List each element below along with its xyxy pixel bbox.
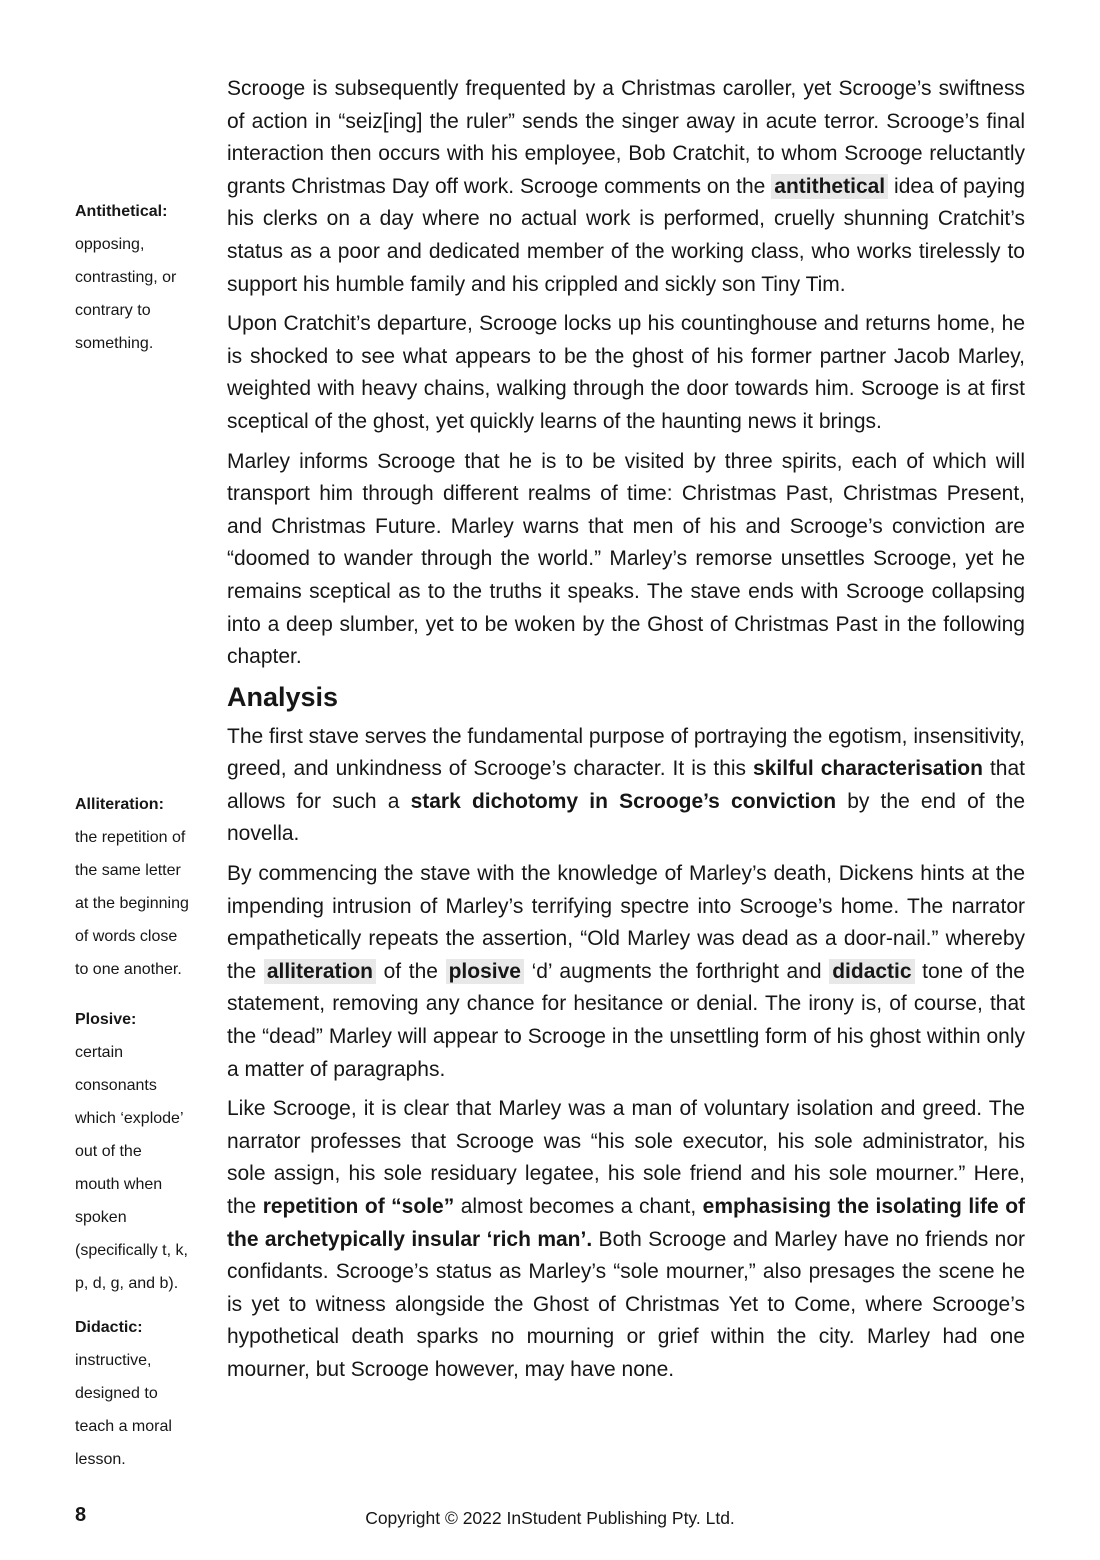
- body-text: that allows for such a: [227, 757, 1025, 813]
- body-text: almost becomes a chant,: [454, 1195, 703, 1218]
- glossary-definition-line: to one another.: [75, 961, 182, 978]
- glossary-term: Didactic:: [75, 1319, 143, 1336]
- body-text: idea of paying his clerks on a day where no actual work is performed, cruelly shunning Cratchit’s status as a poor and dedicated member of the working class, who works tirelessly to support his humble family and his crippled and sickly son Tiny Tim.: [227, 174, 1026, 296]
- glossary-definition-line: teach a moral: [75, 1418, 172, 1435]
- glossary-definition-line: which ‘explode’: [75, 1110, 184, 1127]
- body-text: Upon Cratchit’s departure, Scrooge locks up his countinghouse and returns home, he is shocked to see what appears to be the ghost of his former partner Jacob Marley, weighted with heavy chains, walking through the door towards him. Scrooge is at first sceptical of the ghost, yet quickly learns of the haunting news it brings.: [227, 312, 1025, 433]
- body-text: Scrooge is subsequently frequented by a Christmas caroller, yet Scrooge’s swiftness of action in “seiz[ing] the ruler” sends the singer away in acute terror. Scrooge’s final interaction then occurs with his employee, Bob Cratchit, to whom Scrooge reluctantly grants Christmas Day off work. Scrooge comments on the: [227, 77, 1025, 198]
- glossary-item-alliteration: [75, 788, 217, 986]
- glossary-definition-line: designed to: [75, 1385, 158, 1402]
- glossary-definition-line: consonants: [75, 1077, 157, 1094]
- glossary-definition-line: of words close: [75, 928, 178, 945]
- body-text: By commencing the stave with the knowledge of Marley’s death, Dickens hints at the impending intrusion of Marley’s terrifying spectre into Scrooge’s home. The narrator empathetically repeats the assertion, “Old Marley was dead as a door-nail.” whereby the: [227, 862, 1025, 983]
- body-text: tone of the statement, removing any chance for hesitance or denial. The irony is, of course, that the “dead” Marley will appear to Scrooge in the unsettling form of his ghost within only a matter of paragraphs.: [227, 959, 1025, 1081]
- bold-text: repetition of “sole”: [262, 1195, 455, 1218]
- glossary-definition-line: certain: [75, 1044, 124, 1061]
- body-text: Marley informs Scrooge that he is to be visited by three spirits, each of which will transport him through different realms of time: Christmas Past, Christmas Present, and Christmas Future. Marley warns that men of his and Scrooge’s conviction are “doomed to wander through the world.” Marley’s remorse unsettles Scrooge, yet he remains sceptical as to the truths it speaks. The stave ends with Scrooge collapsing into a deep slumber, yet to be woken by the Ghost of Christmas Past in the following chapter.: [227, 449, 1025, 669]
- bold-text: stark dichotomy in Scrooge’s conviction: [410, 789, 837, 813]
- glossary-definition-line: at the beginning: [75, 895, 189, 912]
- body-text: by the end of the novella.: [227, 789, 1025, 846]
- glossary-definition-line: mouth when: [75, 1176, 163, 1193]
- body-paragraph: [227, 858, 1025, 1086]
- body-paragraph: [227, 446, 1025, 674]
- body-paragraph: [227, 1093, 1025, 1386]
- body-text: ‘d’ augments the forthright and: [523, 959, 830, 983]
- glossary-definition-line: the repetition of: [75, 829, 186, 846]
- glossary-definition-line: p, d, g, and b).: [75, 1275, 179, 1292]
- body-text: The first stave serves the fundamental purpose of portraying the egotism, insensitivity, greed, and unkindness of Scrooge’s character. It is this: [227, 724, 1025, 781]
- glossary-definition-line: contrary to: [75, 302, 151, 319]
- highlighted-term: plosive: [446, 959, 524, 984]
- page-number: 8: [75, 1504, 87, 1526]
- glossary-definition-line: instructive,: [75, 1352, 152, 1369]
- copyright-line: Copyright © 2022 InStudent Publishing Pty. Ltd.: [365, 1508, 735, 1528]
- bold-text: skilful characterisation: [753, 757, 983, 781]
- glossary-definition-line: spoken: [75, 1209, 127, 1226]
- body-text: of the: [376, 959, 446, 983]
- glossary-term: Plosive:: [75, 1011, 137, 1028]
- glossary-definition-line: something.: [75, 335, 154, 352]
- body-paragraph: [227, 308, 1025, 438]
- main-column: [227, 73, 1025, 1394]
- analysis-heading: Analysis: [227, 681, 339, 712]
- glossary-definition-line: contrasting, or: [75, 269, 177, 286]
- glossary-definition-line: (specifically t, k,: [75, 1242, 188, 1259]
- glossary-definition-line: out of the: [75, 1143, 142, 1160]
- bold-text: emphasising the isolating life of the archetypically insular ‘rich man’.: [227, 1195, 1026, 1251]
- glossary-item-didactic: [75, 1311, 217, 1476]
- body-paragraph: [227, 73, 1025, 301]
- glossary-definition-line: opposing,: [75, 236, 145, 253]
- highlighted-term: alliteration: [264, 959, 376, 984]
- glossary-definition-line: lesson.: [75, 1451, 126, 1468]
- highlighted-term: antithetical: [771, 174, 888, 199]
- highlighted-term: didactic: [829, 959, 914, 984]
- body-text: Like Scrooge, it is clear that Marley was a man of voluntary isolation and greed. The narrator professes that Scrooge was “his sole executor, his sole administrator, his sole assign, his sole residuary legatee, his sole friend and his sole mourner.” Here, the: [227, 1097, 1025, 1218]
- body-paragraph: [227, 721, 1025, 851]
- glossary-item-plosive: [75, 1003, 217, 1300]
- body-text: Both Scrooge and Marley have no friends nor confidants. Scrooge’s status as Marley’s “sole mourner,” also presages the scene he is yet to witness alongside the Ghost of Christmas Yet to Come, where Scrooge’s hypothetical death sparks no mourning or grief within the city. Marley had one mourner, but Scrooge however, may have none.: [227, 1227, 1025, 1381]
- glossary-definition-line: the same letter: [75, 862, 181, 879]
- glossary-item-antithetical: [75, 195, 217, 360]
- glossary-term: Alliteration:: [75, 796, 164, 813]
- glossary-term: Antithetical:: [75, 203, 168, 220]
